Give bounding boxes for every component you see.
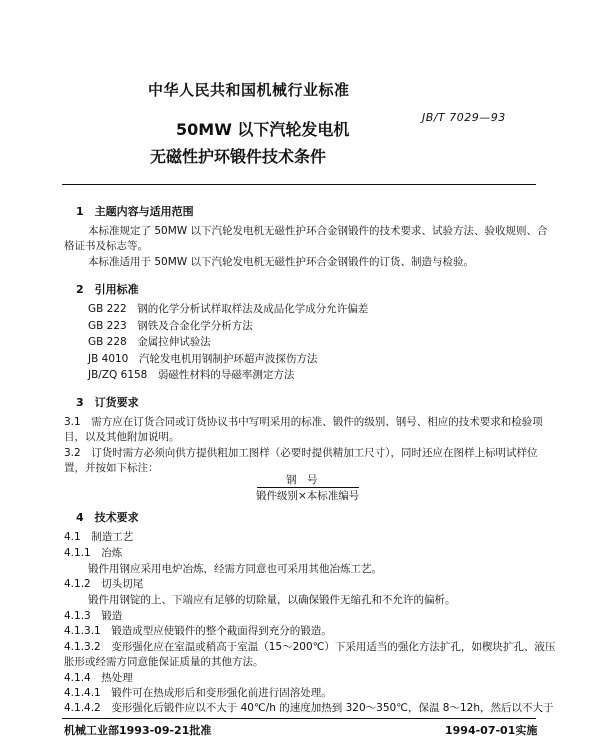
section-1-para1-line2: 格证书及标志等。	[64, 240, 148, 252]
clause-3-2-line2: 置，并按如下标注：	[64, 462, 159, 474]
clause-4-1-1: 4.1.1 冶炼	[64, 547, 123, 559]
clause-3-2-line1: 3.2 订货时需方必须向供方提供粗加工图样（必要时提供精加工尺寸），同时还应在图样上标明试样位	[64, 447, 538, 459]
marking-fraction-numerator: 钢 号	[286, 474, 318, 486]
clause-4-1-3-2-line2: 胀形或经需方同意能保证质量的其他方法。	[64, 656, 264, 668]
effective-date: 1994-07-01实施	[445, 724, 538, 737]
clause-4-1-4-1: 4.1.4.1 锻件可在热成形后和变形强化前进行固溶处理。	[64, 687, 332, 699]
header-divider	[62, 184, 536, 185]
clause-4-1-4: 4.1.4 热处理	[64, 672, 133, 684]
doc-title-line2: 无磁性护环锻件技术条件	[150, 147, 327, 166]
reference-item: JB 4010 汽轮发电机用钢制护环超声波探伤方法	[88, 353, 318, 365]
clause-4-1-2: 4.1.2 切头切尾	[64, 578, 144, 590]
clause-3-1-line2: 目，以及其他附加说明。	[64, 431, 180, 443]
clause-3-1-line1: 3.1 需方应在订货合同或订货协议书中写明采用的标准、锻件的级别、钢号、相应的技术要求和检验项	[64, 416, 543, 428]
reference-item: JB/ZQ 6158 弱磁性材料的导磁率测定方法	[88, 369, 295, 381]
clause-4-1-2-text: 锻件用钢锭的上、下端应有足够的切除量，以确保锻件无缩孔和不允许的偏析。	[88, 594, 456, 606]
clause-4-1-1-text: 锻件用钢应采用电炉冶炼，经需方同意也可采用其他冶炼工艺。	[88, 563, 382, 575]
marking-fraction-bar	[257, 487, 359, 488]
org-title: 中华人民共和国机械行业标准	[148, 81, 350, 99]
clause-4-1-3-2-line1: 4.1.3.2 变形强化应在室温或稍高于室温（15～200℃）下采用适当的强化方法扩孔，如楔块扩孔、液压	[64, 641, 556, 653]
reference-item: GB 222 钢的化学分析试样取样法及成品化学成分允许偏差	[88, 303, 369, 315]
section-2-heading: 2 引用标准	[76, 283, 139, 296]
marking-fraction-denominator: 锻件级别×本标准编号	[256, 490, 360, 502]
approval-date: 机械工业部1993-09-21批准	[64, 724, 212, 737]
section-3-heading: 3 订货要求	[76, 396, 139, 409]
section-1-para2: 本标准适用于 50MW 以下汽轮发电机无磁性护环合金钢锻件的订货、制造与检验。	[88, 256, 474, 268]
footer-divider	[62, 718, 536, 719]
section-1-heading: 1 主题内容与适用范围	[76, 205, 194, 218]
clause-4-1-3-1: 4.1.3.1 锻造成型应使锻件的整个截面得到充分的锻造。	[64, 625, 332, 637]
section-4-heading: 4 技术要求	[76, 511, 139, 524]
standard-code: JB/T 7029—93	[422, 111, 506, 124]
clause-4-1: 4.1 制造工艺	[64, 531, 134, 543]
clause-4-1-4-2: 4.1.4.2 变形强化后锻件应以不大于 40℃/h 的速度加热到 320～350℃，保温 8～12h，然后以不大于	[64, 702, 554, 714]
doc-title-line1: 50MW 以下汽轮发电机	[176, 120, 350, 139]
reference-item: GB 228 金属拉伸试验法	[88, 336, 211, 348]
reference-item: GB 223 钢铁及合金化学分析方法	[88, 320, 253, 332]
section-1-para1-line1: 本标准规定了 50MW 以下汽轮发电机无磁性护环合金钢锻件的技术要求、试验方法、验收规则、合	[88, 225, 548, 237]
clause-4-1-3: 4.1.3 锻造	[64, 610, 123, 622]
